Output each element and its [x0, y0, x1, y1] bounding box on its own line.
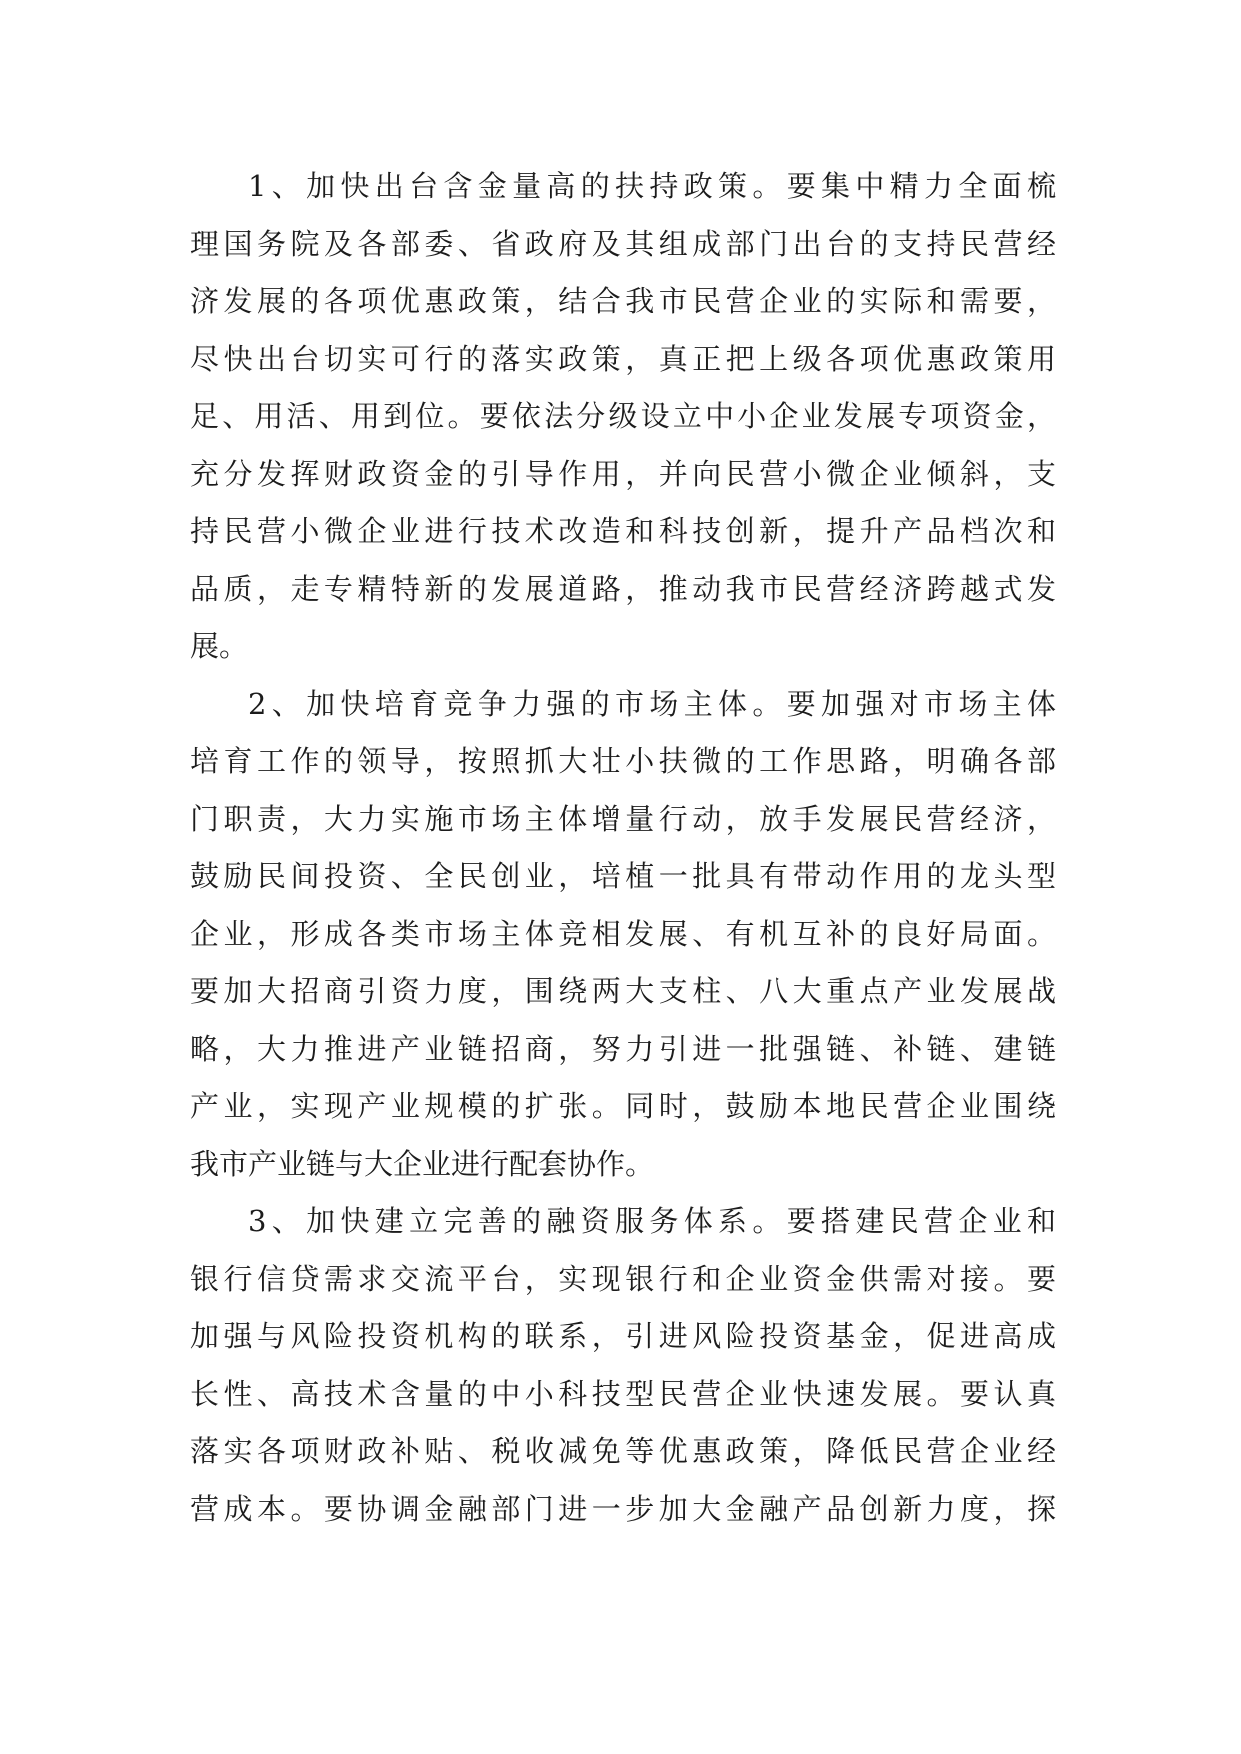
text-line: 足、用活、用到位。要依法分级设立中小企业发展专项资金， — [190, 399, 1056, 433]
text-line: 1、加快出台含金量高的扶持政策。要集中精力全面梳 — [248, 169, 1056, 203]
text-line: 长性、高技术含量的中小科技型民营企业快速发展。要认真 — [190, 1376, 1056, 1411]
paragraph-3 — [190, 1193, 1056, 1538]
text-line: 3、加快建立完善的融资服务体系。要搭建民营企业和 — [248, 1204, 1056, 1238]
text-line: 落实各项财政补贴、税收减免等优惠政策，降低民营企业经 — [190, 1434, 1056, 1468]
text-line: 我市产业链与大企业进行配套协作。 — [190, 1146, 655, 1181]
text-line: 理国务院及各部委、省政府及其组成部门出台的支持民营经 — [190, 226, 1056, 261]
body-text — [190, 158, 1056, 1538]
text-line: 2、加快培育竞争力强的市场主体。要加强对市场主体 — [248, 686, 1056, 721]
text-line: 企业，形成各类市场主体竞相发展、有机互补的良好局面。 — [190, 916, 1056, 951]
text-line: 门职责，大力实施市场主体增量行动，放手发展民营经济， — [190, 801, 1056, 836]
text-line: 鼓励民间投资、全民创业，培植一批具有带动作用的龙头型 — [190, 859, 1056, 893]
text-line: 产业，实现产业规模的扩张。同时，鼓励本地民营企业围绕 — [190, 1089, 1056, 1123]
text-line: 持民营小微企业进行技术改造和科技创新，提升产品档次和 — [190, 514, 1056, 548]
text-line: 展。 — [190, 629, 249, 663]
paragraph-1 — [190, 158, 1056, 676]
text-line: 银行信贷需求交流平台，实现银行和企业资金供需对接。要 — [190, 1261, 1056, 1296]
text-line: 要加大招商引资力度，围绕两大支柱、八大重点产业发展战 — [190, 974, 1056, 1008]
text-line: 尽快出台切实可行的落实政策，真正把上级各项优惠政策用 — [190, 341, 1056, 376]
text-line: 略，大力推进产业链招商，努力引进一批强链、补链、建链 — [190, 1031, 1056, 1066]
text-line: 培育工作的领导，按照抓大壮小扶微的工作思路，明确各部 — [190, 744, 1056, 778]
text-line: 加强与风险投资机构的联系，引进风险投资基金，促进高成 — [190, 1319, 1056, 1353]
text-line: 济发展的各项优惠政策，结合我市民营企业的实际和需要， — [190, 284, 1056, 318]
text-line: 充分发挥财政资金的引导作用，并向民营小微企业倾斜，支 — [190, 456, 1056, 491]
text-line: 营成本。要协调金融部门进一步加大金融产品创新力度，探 — [190, 1491, 1056, 1526]
paragraph-2 — [190, 676, 1056, 1194]
text-line: 品质，走专精特新的发展道路，推动我市民营经济跨越式发 — [190, 571, 1056, 606]
